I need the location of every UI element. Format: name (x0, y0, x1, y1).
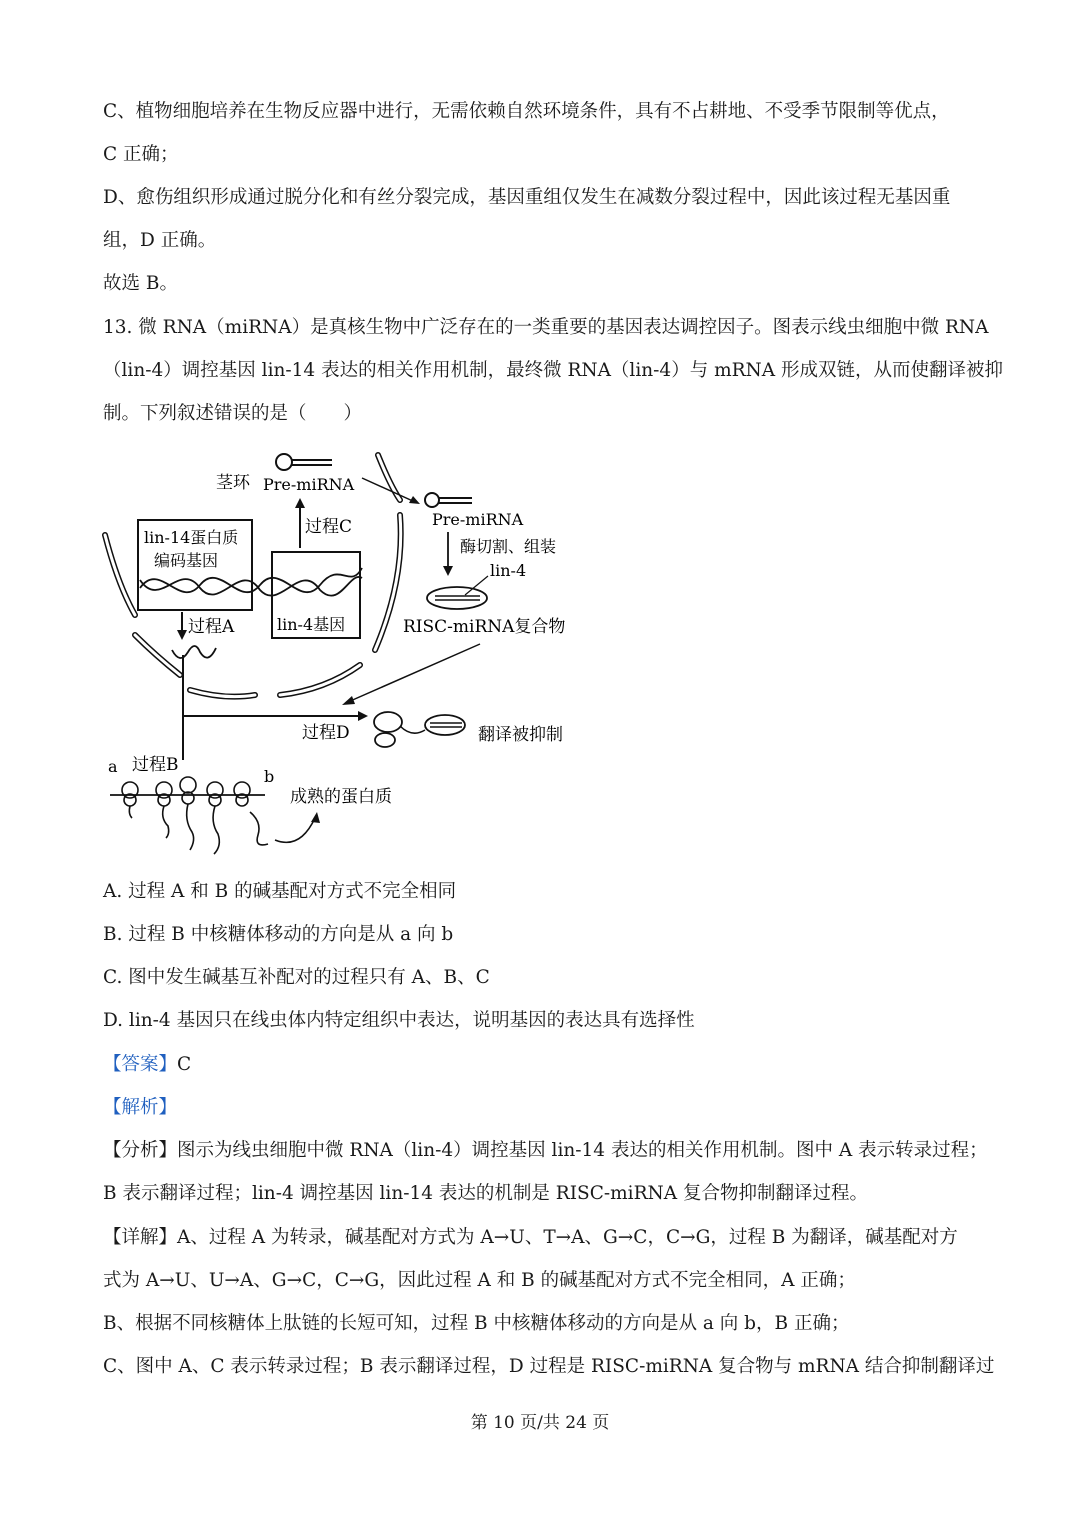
prev-option-d-line2: 组，D 正确。 (103, 230, 217, 251)
ribosome-group (122, 777, 268, 854)
answer-tag: 【答案】 (103, 1054, 178, 1075)
analysis-fx-line1 (103, 1139, 988, 1163)
fx-text-1: 图示为线虫细胞中微 RNA（lin-4）调控基因 lin-14 表达的相关作用机制。图中 A 表示转录过程； (177, 1140, 988, 1161)
question-line2: （lin-4）调控基因 lin-14 表达的相关作用机制，最终微 RNA（lin-4）与 mRNA 形成双链，从而使翻译被抑 (103, 360, 1003, 381)
lin14-box-label-1: lin-14蛋白质 (144, 528, 239, 547)
process-d-label: 过程D (302, 723, 350, 743)
option-b: B. 过程 B 中核糖体移动的方向是从 a 向 b (103, 924, 454, 945)
analysis-tag: 【解析】 (103, 1097, 178, 1118)
prev-option-d-line1: D、愈伤组织形成通过脱分化和有丝分裂完成，基因重组仅发生在减数分裂过程中，因此该过程无基因重 (103, 187, 951, 208)
process-a-label: 过程A (188, 617, 235, 637)
pre-mirna-right-label: Pre-miRNA (432, 510, 524, 529)
prev-option-c-line1: C、植物细胞培养在生物反应器中进行，无需依赖自然环境条件，具有不占耕地、不受季节限制等优点， (103, 101, 950, 122)
xj-tag: 【详解】 (103, 1227, 178, 1248)
a-end-label: a (108, 757, 118, 776)
lin14-box-label-2: 编码基因 (154, 551, 219, 570)
process-c-label: 过程C (305, 517, 353, 537)
question-line1: 13. 微 RNA（miRNA）是真核生物中广泛存在的一类重要的基因表达调控因子。图表示线虫细胞中微 RNA (103, 317, 989, 338)
question-line3: 制。下列叙述错误的是（ ） (103, 403, 363, 424)
mature-protein-label: 成熟的蛋白质 (290, 787, 392, 807)
translation-blocked-label: 翻译被抑制 (478, 725, 563, 745)
page-footer: 第 10 页/共 24 页 (470, 1413, 610, 1433)
analysis-xj-line4: C、图中 A、C 表示转录过程；B 表示翻译过程，D 过程是 RISC-miRNA 复合物与 mRNA 结合抑制翻译过 (103, 1356, 995, 1377)
pre-mirna-top-label: Pre-miRNA (263, 475, 355, 494)
analysis-heading (103, 1096, 177, 1120)
lin4-label: lin-4 (490, 561, 527, 580)
fx-tag: 【分析】 (103, 1140, 178, 1161)
prev-choose: 故选 B。 (103, 273, 178, 294)
lin4-gene-label: lin-4基因 (277, 615, 346, 634)
analysis-xj-line2: 式为 A→U、U→A、G→C，C→G，因此过程 A 和 B 的碱基配对方式不完全相同，A 正确； (103, 1270, 856, 1291)
option-c: C. 图中发生碱基互补配对的过程只有 A、B、C (103, 967, 490, 988)
stem-loop-label: 茎环 (216, 473, 250, 493)
option-a: A. 过程 A 和 B 的碱基配对方式不完全相同 (103, 881, 457, 902)
stem-loop-icon-top (276, 454, 332, 470)
analysis-xj-line1 (103, 1226, 958, 1250)
process-b-label: 过程B (132, 755, 179, 775)
analysis-fx-line2: B 表示翻译过程；lin-4 调控基因 lin-14 表达的机制是 RISC-miRNA 复合物抑制翻译过程。 (103, 1183, 868, 1204)
b-end-label: b (264, 767, 275, 786)
analysis-xj-line3: B、根据不同核糖体上肽链的长短可知，过程 B 中核糖体移动的方向是从 a 向 b，B 正确； (103, 1313, 850, 1334)
option-d: D. lin-4 基因只在线虫体内特定组织中表达，说明基因的表达具有选择性 (103, 1010, 695, 1031)
answer-value: C (177, 1054, 192, 1075)
prev-option-c-line2: C 正确； (103, 144, 179, 165)
answer-line (103, 1053, 191, 1077)
mirna-mechanism-diagram (100, 440, 600, 860)
xj-text-1: A、过程 A 为转录，碱基配对方式为 A→U、T→A、G→C，C→G，过程 B 为翻译，碱基配对方 (177, 1227, 958, 1248)
stem-loop-icon-right (425, 493, 472, 507)
cut-assemble-label: 酶切割、组装 (460, 537, 557, 556)
risc-label: RISC-miRNA复合物 (403, 617, 566, 637)
risc-complex-icon (427, 587, 487, 609)
